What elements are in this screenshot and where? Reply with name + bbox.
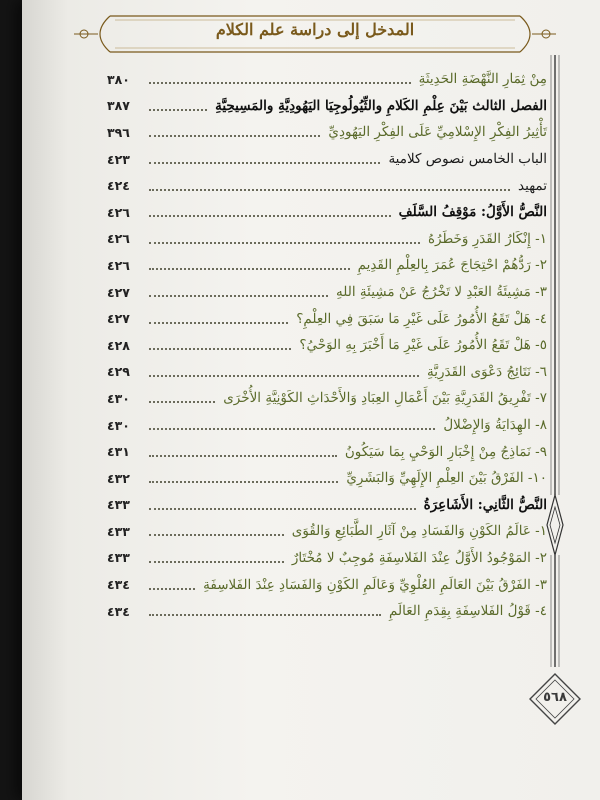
dotted-leader xyxy=(149,314,288,324)
dotted-leader xyxy=(149,420,435,430)
toc-entry xyxy=(107,385,547,412)
toc-entry-title: ٨- الهِدَايَةُ وَالإِضْلالُ xyxy=(443,417,547,434)
toc-entry-title: ٢- المَوْجُودُ الأَوَّلُ عِنْدَ الفَلاسِفَةِ مُوجِبٌ لا مُخْتَارٌ xyxy=(291,549,547,566)
toc-entry xyxy=(107,252,547,279)
dotted-leader xyxy=(149,340,291,350)
dotted-leader xyxy=(149,260,350,270)
dotted-leader xyxy=(149,553,284,563)
dotted-leader xyxy=(149,447,337,457)
table-of-contents xyxy=(107,66,547,624)
toc-entry-title: الباب الخامس نصوص كلامية xyxy=(388,151,547,168)
toc-entry-page: ٤٣٣ xyxy=(107,523,130,539)
toc-entry xyxy=(107,545,547,572)
toc-entry-title: ١- إِنْكَارُ القَدَرِ وَخَطَرُهُ xyxy=(427,230,547,247)
toc-entry xyxy=(107,598,547,625)
toc-entry-title: ٥- هَلْ تَقَعُ الأُمُورُ عَلَى غَيْرِ مَا أَخْبَرَ بِهِ الوَحْيُ؟ xyxy=(299,337,547,354)
toc-entry xyxy=(107,465,547,492)
dotted-leader xyxy=(149,101,207,111)
toc-entry xyxy=(107,119,547,146)
toc-entry-page: ٤٣٣ xyxy=(107,550,130,566)
page-number: ٥٦٨ xyxy=(543,690,567,705)
toc-entry xyxy=(107,332,547,359)
toc-entry-page: ٤٢٤ xyxy=(107,178,130,194)
toc-entry xyxy=(107,146,547,173)
decorative-side-rail xyxy=(546,55,564,695)
dotted-leader xyxy=(149,234,420,244)
toc-entry xyxy=(107,438,547,465)
book-page xyxy=(22,0,600,800)
dotted-leader xyxy=(149,367,419,377)
toc-entry-title: ٣- الفَرْقُ بَيْنَ العَالَمِ العُلْوِيِّ وَعَالَمِ الكَوْنِ وَالفَسَادِ عِنْدَ الفَلاسِفَةِ xyxy=(203,576,547,593)
toc-entry xyxy=(107,172,547,199)
toc-entry-page: ٤٣٢ xyxy=(107,470,130,486)
dotted-leader xyxy=(149,287,328,297)
toc-entry-page: ٤٢٨ xyxy=(107,337,130,353)
toc-entry-page: ٤٣٤ xyxy=(107,603,130,619)
dotted-leader xyxy=(149,127,320,137)
dotted-leader xyxy=(149,393,215,403)
toc-entry-page: ٤٢٦ xyxy=(107,231,130,247)
toc-entry-page: ٣٨٧ xyxy=(107,98,130,114)
toc-entry-title: ١٠- الفَرْقُ بَيْنَ العِلْمِ الإِلَهِيِّ وَالبَشَرِيِّ xyxy=(346,470,547,487)
toc-entry-page: ٤٣١ xyxy=(107,444,130,460)
toc-entry-title: ٦- نَتَائِجُ دَعْوَى القَدَرِيَّةِ xyxy=(426,363,547,380)
toc-entry-page: ٤٣٤ xyxy=(107,577,130,593)
toc-entry-page: ٣٩٦ xyxy=(107,124,130,140)
toc-entry-title: ٤- هَلْ تَقَعُ الأُمُورُ عَلَى غَيْرِ مَا سَبَقَ فِي العِلْمِ؟ xyxy=(296,310,547,327)
toc-entry xyxy=(107,305,547,332)
toc-entry xyxy=(107,199,547,226)
toc-entry-page: ٤٢٣ xyxy=(107,151,130,167)
toc-entry-title: ٣- مَشِيئَةُ العَبْدِ لا تَخْرُجُ عَنْ مَشِيئَةِ اللهِ xyxy=(336,284,547,301)
toc-entry-page: ٣٨٠ xyxy=(107,71,130,87)
dotted-leader xyxy=(149,606,381,616)
dotted-leader xyxy=(149,473,338,483)
toc-entry-title: الفصل الثالث بَيْنَ عِلْمِ الكَلامِ والثِّيُولُوجِيَا اليَهُودِيَّةِ والمَسِيحِيَّةِ xyxy=(215,97,547,114)
toc-entry-page: ٤٢٦ xyxy=(107,257,130,273)
dotted-leader xyxy=(149,207,391,217)
toc-entry xyxy=(107,279,547,306)
dotted-leader xyxy=(149,181,510,191)
toc-entry-title: تَأْثِيرُ الفِكْرِ الإِسْلامِيِّ عَلَى الفِكْرِ اليَهُودِيِّ xyxy=(328,124,547,141)
toc-entry-page: ٤٢٩ xyxy=(107,364,130,380)
toc-entry-title: النَّصُّ الأَوَّلُ: مَوْقِفُ السَّلَفِ xyxy=(398,204,547,221)
toc-entry-title: تمهيد xyxy=(518,177,547,194)
dotted-leader xyxy=(149,500,416,510)
toc-entry xyxy=(107,226,547,253)
toc-entry-page: ٤٣٠ xyxy=(107,417,130,433)
dotted-leader xyxy=(149,526,284,536)
toc-entry-title: النَّصُّ الثَّانِي: الأَشَاعِرَةُ xyxy=(423,496,547,513)
toc-entry xyxy=(107,571,547,598)
toc-entry-title: مِنْ ثِمَارِ النَّهْضَةِ الحَدِيثَةِ xyxy=(418,71,547,88)
toc-entry-title: ١- عَالَمُ الكَوْنِ وَالفَسَادِ مِنْ آثَارِ الطَّبَائِعِ وَالقُوَى xyxy=(291,523,547,540)
toc-entry-title: ٤- قَوْلُ الفَلاسِفَةِ بِقِدَمِ العَالَمِ xyxy=(389,603,547,620)
toc-entry xyxy=(107,492,547,519)
toc-entry-title: ٩- نَمَاذِجُ مِنْ إِخْبَارِ الوَحْيِ بِمَا سَيَكُونُ xyxy=(344,443,547,460)
running-header-title: المدخل إلى دراسة علم الكلام xyxy=(215,20,415,39)
toc-entry-title: ٧- تَفْرِيقُ القَدَرِيَّةِ بَيْنَ أَعْمَالِ العِبَادِ وَالأَحْدَاثِ الكَوْنِيَّةِ الأُخْرَى xyxy=(223,390,547,407)
toc-entry xyxy=(107,93,547,120)
page-header xyxy=(70,8,560,60)
toc-entry xyxy=(107,66,547,93)
toc-entry-page: ٤٢٧ xyxy=(107,311,130,327)
toc-entry xyxy=(107,359,547,386)
toc-entry xyxy=(107,412,547,439)
dotted-leader xyxy=(149,74,411,84)
page-number-badge xyxy=(528,672,582,726)
toc-entry-title: ٢- رَدُّهُمْ احْتِجَاجَ عُمَرَ بِالعِلْمِ القَدِيمِ xyxy=(357,257,547,274)
dotted-leader xyxy=(149,580,195,590)
toc-entry xyxy=(107,518,547,545)
toc-entry-page: ٤٣٣ xyxy=(107,497,130,513)
toc-entry-page: ٤٣٠ xyxy=(107,390,130,406)
toc-entry-page: ٤٢٧ xyxy=(107,284,130,300)
dotted-leader xyxy=(149,154,380,164)
toc-entry-page: ٤٢٦ xyxy=(107,204,130,220)
